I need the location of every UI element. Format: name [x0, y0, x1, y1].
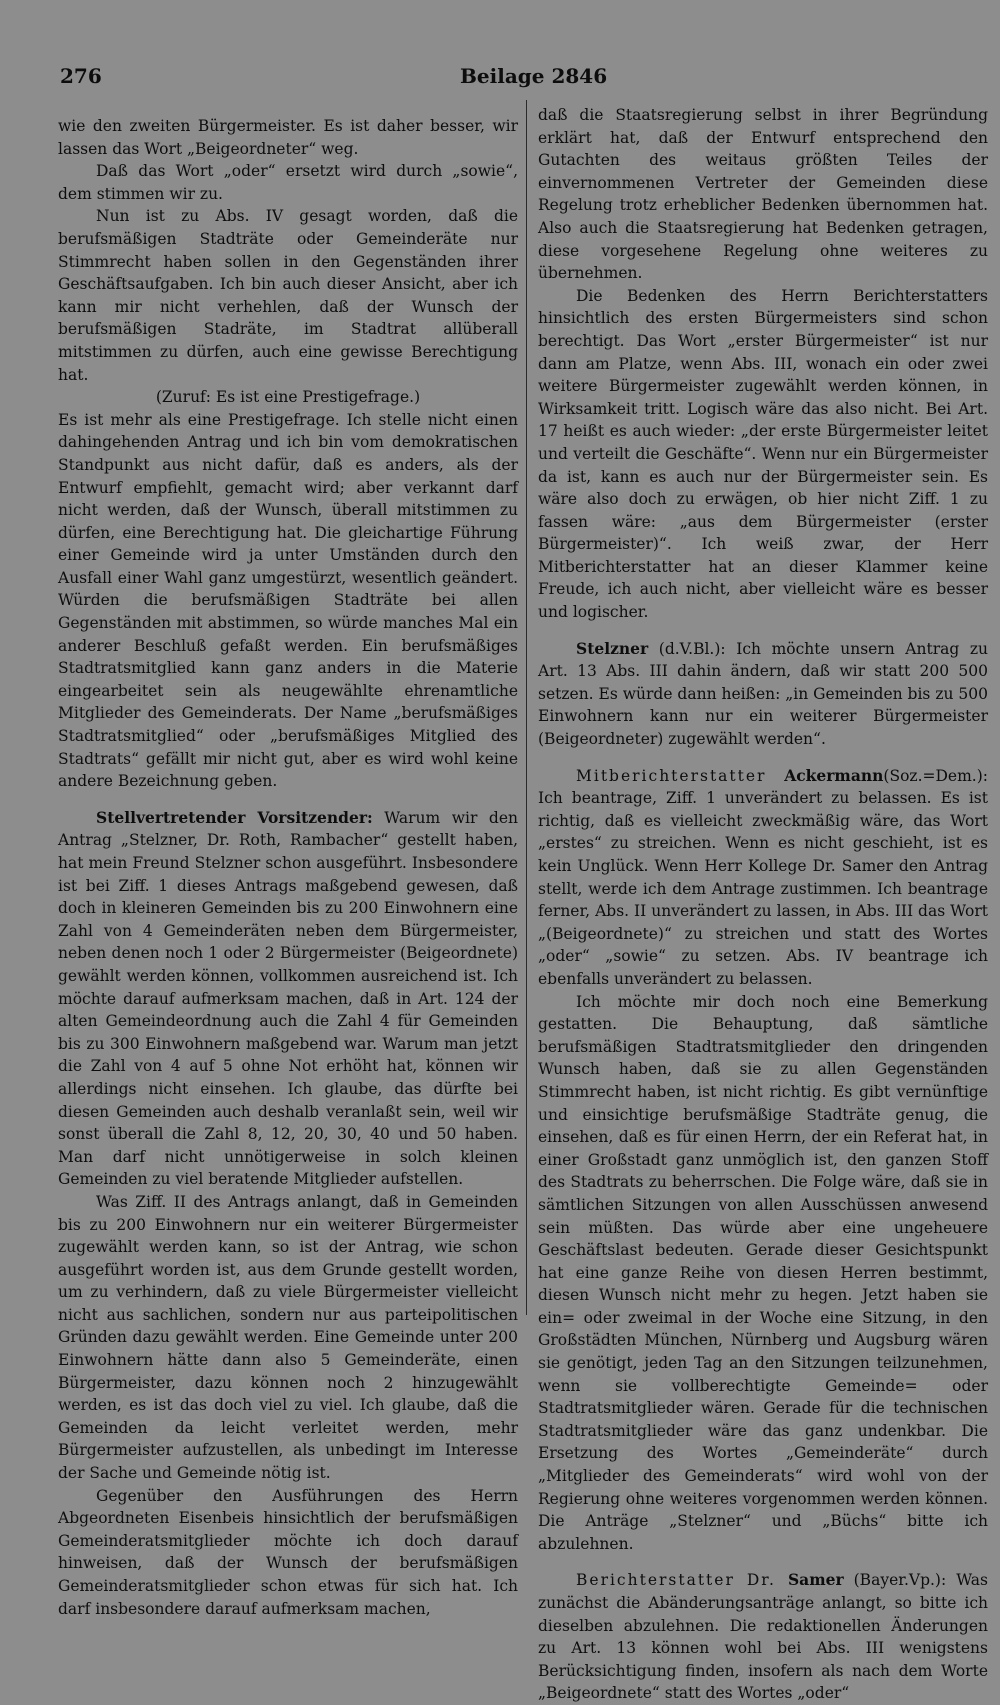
- left-column: [58, 115, 518, 1620]
- speaker-role: Berichterstatter Dr.: [576, 1571, 788, 1590]
- paragraph: Daß das Wort „oder“ ersetzt wird durch „sowie“, dem stimmen wir zu.: [58, 162, 518, 203]
- speech-text: Ich beantrage, Ziff. 1 unverändert zu belassen. Es ist richtig, daß es vielleicht zweckmäßig wäre, das Wort „erstes“ zu streichen. Wenn es nicht geschieht, ist es kein Unglück. Wenn Herr Kollege Dr. Samer den Antrag stellt, werde ich dem Antrage zustimmen. Ich beantrage ferner, Abs. II unverändert zu lassen, in Abs. III das Wort „(Beigeordnete)“ zu streichen und statt des Wortes „oder“ „sowie“ zu setzen. Abs. IV beantrage ich ebenfalls unverändert zu belassen.: [538, 789, 988, 988]
- speech-block: [538, 765, 988, 991]
- speech-block: [538, 638, 988, 751]
- speech-text: Ich möchte unsern Antrag zu Art. 13 Abs. III dahin ändern, daß wir statt 200 500 setzen. Es würde dann heißen: „in Gemeinden bis zu 500 Einwohnern kann nur ein weiterer Bürgermeister (Beigeordneter) zugewählt werden“.: [538, 639, 988, 749]
- interjection: (Zuruf: Es ist eine Prestigefrage.): [155, 388, 421, 407]
- speech-text: Was zunächst die Abänderungsanträge anlangt, so bitte ich dieselben abzulehnen. Die redaktionellen Änderungen zu Art. 13 können wohl bei Abs. III wenigstens Berücksichtigung finden, insofern als nach dem Worte „Beigeordnete“ statt des Wortes „oder“: [538, 1571, 988, 1703]
- paragraph: Die Bedenken des Herrn Berichterstatters hinsichtlich des ersten Bürgermeisters sind schon berechtigt. Das Wort „erster Bürgermeister“ ist nur dann am Platze, wenn Abs. III, wonach ein oder zwei weitere Bürgermeister zugewählt werden können, in Wirksamkeit tritt. Logisch wäre das also nicht. Bei Art. 17 heißt es auch wieder: „der erste Bürgermeister leitet und verteilt die Geschäfte“. Wenn nur ein Bürgermeister da ist, kann es auch nur der Bürgermeister sein. Es wäre also doch zu erwägen, ob hier nicht Ziff. 1 zu fassen wäre: „aus dem Bürgermeister (erster Bürgermeister)“. Ich weiß zwar, der Herr Mitberichterstatter hat an dieser Klammer keine Freude, ich auch nicht, aber vielleicht wäre es besser und logischer.: [538, 286, 988, 622]
- speaker-name: Samer: [787, 1570, 844, 1590]
- paragraph: Was Ziff. II des Antrags anlangt, daß in Gemeinden bis zu 200 Einwohnern nur ein weiterer Bürgermeister zugewählt werden kann, so ist der Antrag, wie schon ausgeführt worden ist, aus dem Grunde gestellt worden, um zu verhindern, daß zu viele Bürgermeister vielleicht nicht aus sachlichen, sondern nur aus parteipolitischen Gründen dazu gewählt werden. Eine Gemeinde unter 200 Einwohnern hätte dann also 5 Gemeinderäte, einen Bürgermeister, dazu können noch 2 hinzugewählt werden, es ist das doch viel zu viel. Ich glaube, daß die Gemeinden da leicht verleitet werden, mehr Bürgermeister aufzustellen, als unbedingt im Interesse der Sache und Gemeinde nötig ist.: [58, 1192, 518, 1483]
- page-number: 276: [60, 64, 102, 88]
- right-column: [538, 104, 988, 1705]
- paragraph: Gegenüber den Ausführungen des Herrn Abgeordneten Eisenbeis hinsichtlich der berufsmäßigen Gemeinderatsmitglieder möchte ich doch darauf hinweisen, daß der Wunsch der berufsmäßigen Gemeinderatsmitglieder schon etwas für sich hat. Ich darf insbesondere darauf aufmerksam machen,: [58, 1486, 518, 1618]
- paragraph: daß die Staatsregierung selbst in ihrer Begründung erklärt hat, daß der Entwurf entsprechend den Gutachten des weitaus größten Teiles der einvernommenen Vertreter der Gemeinden diese Regelung trotz erheblicher Bedenken übernommen hat. Also auch die Staatsregierung hat Bedenken getragen, diese vorgesehene Regelung ohne weiteres zu übernehmen.: [538, 106, 988, 283]
- speaker-party: (Bayer.Vp.):: [843, 1571, 947, 1590]
- paragraph: wie den zweiten Bürgermeister. Es ist daher besser, wir lassen das Wort „Beigeordneter“ weg.: [58, 117, 518, 158]
- paragraph: Ich möchte mir doch noch eine Bemerkung gestatten. Die Behauptung, daß sämtliche berufsmäßigen Stadtratsmitglieder den dringenden Wunsch haben, daß sie zu allen Gegenständen Stimmrecht haben, ist nicht richtig. Es gibt vernünftige und einsichtige berufsmäßige Stadträte genug, die einsehen, daß es für einen Herrn, der ein Referat hat, in einer Großstadt ganz unmöglich ist, den ganzen Stoff des Stadtrats zu beherrschen. Die Folge wäre, daß sie in sämtlichen Sitzungen von allen Ausschüssen anwesend sein müßten. Das würde aber eine ungeheuere Geschäftslast bedeuten. Gerade dieser Gesichtspunkt hat eine ganze Reihe von diesen Herren bestimmt, diesen Wunsch nicht mehr zu hegen. Jetzt haben sie ein= oder zweimal in der Woche eine Sitzung, in den Großstädten München, Nürnberg und Augsburg wären sie genötigt, jeden Tag an den Sitzungen teilzunehmen, wenn sie vollberechtigte Gemeinde= oder Stadtratsmitglieder wären. Gerade für die technischen Stadtratsmitglieder wäre das ganz undenkbar. Die Ersetzung des Wortes „Gemeinderäte“ durch „Mitglieder des Gemeinderats“ wird wohl von der Regierung ohne weiteres vorgenommen werden können. Die Anträge „Stelzner“ und „Büchs“ bitte ich abzulehnen.: [538, 992, 988, 1553]
- speaker-name: Stellvertretender Vorsitzender:: [96, 807, 373, 827]
- speaker-party: (d.V.Bl.):: [648, 639, 726, 658]
- speech-text: Warum wir den Antrag „Stelzner, Dr. Roth, Rambacher“ gestellt haben, hat mein Freund Stelzner schon ausgeführt. Insbesondere ist bei Ziff. 1 dieses Antrags maßgebend gewesen, daß doch in kleineren Gemeinden bis zu 200 Einwohnern eine Zahl von 4 Gemeinderäten neben dem Bürgermeister, neben denen noch 1 oder 2 Bürgermeister (Beigeordnete) gewählt werden können, vollkommen ausreichend ist. Ich möchte darauf aufmerksam machen, daß in Art. 124 der alten Gemeindeordnung auch die Zahl 4 für Gemeinden bis zu 300 Einwohnern maßgebend war. Warum man jetzt die Zahl von 4 auf 5 ohne Not erhöht hat, können wir allerdings nicht einsehen. Ich glaube, das dürfte bei diesen Gemeinden auch deshalb veranlaßt sein, weil wir sonst überall die Zahl 8, 12, 20, 30, 40 und 50 haben. Man darf nicht unnötigerweise in solch kleinen Gemeinden zu viel beratende Mitglieder aufstellen.: [58, 808, 518, 1189]
- speaker-name: Ackermann: [784, 765, 884, 785]
- speaker-party: (Soz.=Dem.):: [883, 766, 988, 785]
- speech-block: [538, 1569, 988, 1705]
- paragraph: Es ist mehr als eine Prestigefrage. Ich stelle nicht einen dahingehenden Antrag und ich bin vom demokratischen Standpunkt aus nicht dafür, daß es anders, als der Entwurf empfiehlt, gemacht wird; aber verkannt darf nicht werden, daß der Wunsch, überall mitstimmen zu dürfen, eine Berechtigung hat. Die gleichartige Führung einer Gemeinde wird ja unter Umständen durch den Ausfall einer Wahl ganz umgestürzt, wesentlich geändert. Würden die berufsmäßigen Stadträte bei allen Gegenständen mit abstimmen, so würde manches Mal ein anderer Beschluß gefaßt werden. Ein berufsmäßiges Stadtratsmitglied kann ganz anders in die Materie eingearbeitet sein als neugewählte ehrenamtliche Mitglieder des Gemeinderats. Der Name „berufsmäßiges Stadtratsmitglied“ oder „berufsmäßiges Mitglied des Stadtrats“ gefällt mir nicht gut, aber es wird wohl keine andere Bezeichnung geben.: [58, 410, 518, 791]
- column-divider: [526, 100, 527, 1315]
- paragraph: Nun ist zu Abs. IV gesagt worden, daß die berufsmäßigen Stadträte oder Gemeinderäte nur Stimmrecht haben sollen in den Gegenständen ihrer Geschäftsaufgaben. Ich bin auch dieser Ansicht, aber ich kann mir nicht verhehlen, daß der Wunsch der berufsmäßigen Stadräte, im Stadtrat allüberall mitstimmen zu dürfen, auch eine gewisse Berechtigung hat.: [58, 207, 518, 384]
- speaker-name: Stelzner: [576, 638, 649, 658]
- speech-block: [58, 807, 518, 1191]
- page-header: [60, 64, 940, 94]
- page-title: Beilage 2846: [460, 64, 608, 88]
- speaker-role: Mitberichterstatter: [576, 766, 785, 785]
